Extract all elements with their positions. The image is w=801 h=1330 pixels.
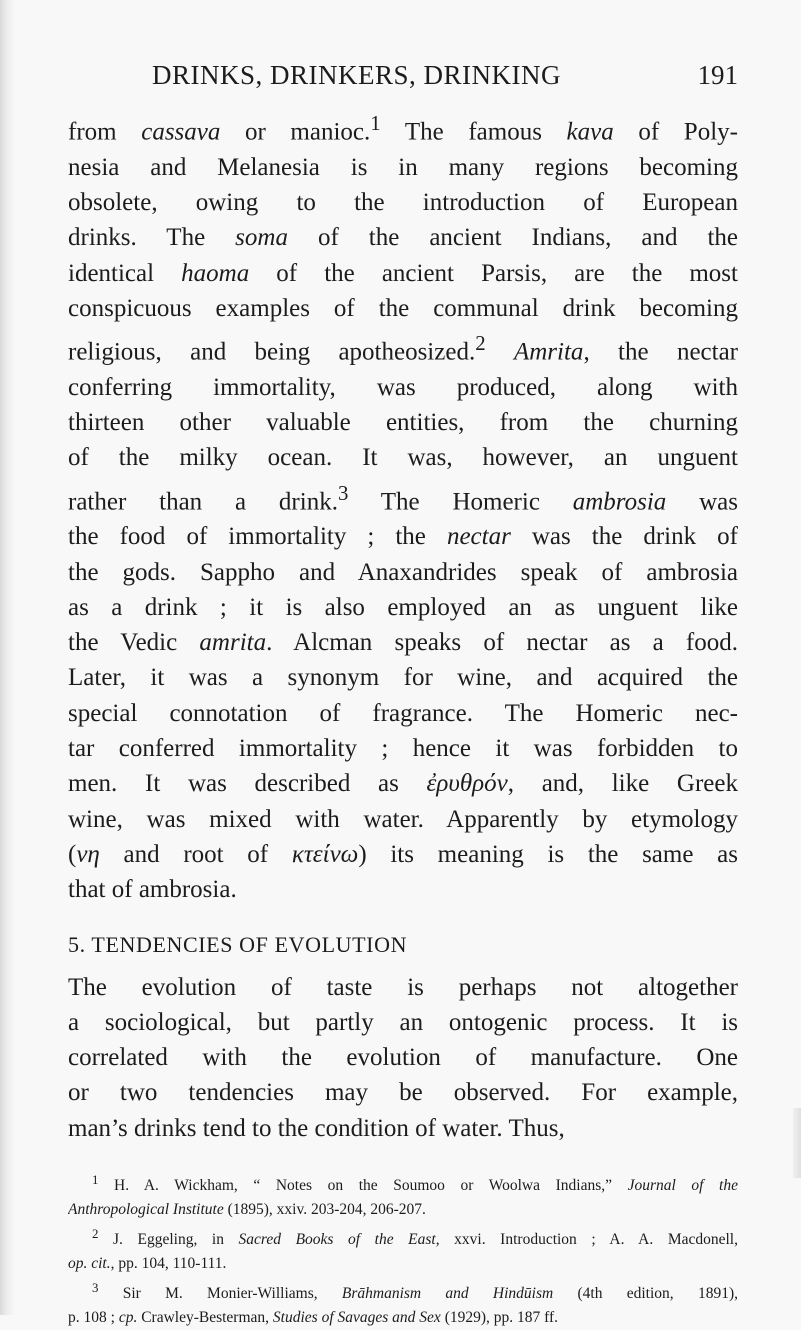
body-line: special connotation of fragrance. The Homeric nec- <box>68 699 738 727</box>
body-line: Later, it was a synonym for wine, and acquired the <box>68 664 738 692</box>
page-binding-shadow <box>0 0 16 1315</box>
section-line: or two tendencies may be observed. For example, <box>68 1079 738 1107</box>
section-body-text <box>68 970 738 1146</box>
body-line: rather than a drink.$^3$ The Homeric ambrosia was <box>68 480 738 515</box>
body-line: of the milky ocean. It was, however, an unguent <box>68 444 738 472</box>
page-number: 191 <box>697 60 738 90</box>
footnote-line: $^1$ H. A. Wickham, “ Notes on the Soumoo or Woolwa Indians,” Journal of the <box>92 1172 738 1195</box>
footnote-line: $^2$ J. Eggeling, in Sacred Books of the East, xxvi. Introduction ; A. A. Macdonell, <box>92 1226 738 1249</box>
body-line: drinks. The soma of the ancient Indians, and the <box>68 224 738 252</box>
running-head <box>152 58 738 92</box>
footnote-line: p. 108 ; cp. Crawley-Besterman, Studies of Savages and Sex (1929), pp. 187 ff. <box>68 1309 559 1327</box>
body-line: obsolete, owing to the introduction of European <box>68 188 738 216</box>
body-line: as a drink ; it is also employed an as unguent like <box>68 593 738 621</box>
body-line: conspicuous examples of the communal drink becoming <box>68 294 738 322</box>
body-line: (νη and root of κτείνω) its meaning is the same as <box>68 840 738 868</box>
body-text <box>68 106 738 908</box>
section-line: a sociological, but partly an ontogenic process. It is <box>68 1008 738 1036</box>
body-line: wine, was mixed with water. Apparently by etymology <box>68 805 738 833</box>
section-line: man’s drinks tend to the condition of water. Thus, <box>68 1114 565 1142</box>
body-line: that of ambrosia. <box>68 876 237 904</box>
footnotes <box>68 1168 738 1330</box>
section-line: correlated with the evolution of manufacture. One <box>68 1044 738 1072</box>
footnote-line: $^3$ Sir M. Monier-Williams, Brāhmanism and Hindūism (4th edition, 1891), <box>92 1280 738 1303</box>
body-line: from cassava or manioc.$^1$ The famous kava of Poly- <box>68 111 738 146</box>
body-line: the Vedic amrita. Alcman speaks of nectar as a food. <box>68 629 738 657</box>
page-edge-mark <box>793 1108 801 1178</box>
body-line: conferring immortality, was produced, along with <box>68 373 738 401</box>
section-line: The evolution of taste is perhaps not altogether <box>68 973 738 1001</box>
body-line: religious, and being apotheosized.$^2$ Amrita, the nectar <box>68 331 738 366</box>
body-line: the gods. Sappho and Anaxandrides speak of ambrosia <box>68 558 738 586</box>
body-line: the food of immortality ; the nectar was the drink of <box>68 523 738 551</box>
body-line: men. It was described as ἐρυθρόν, and, like Greek <box>68 770 738 798</box>
running-head-title: DRINKS, DRINKERS, DRINKING <box>152 60 562 90</box>
book-page <box>68 58 738 1330</box>
body-line: thirteen other valuable entities, from the churning <box>68 409 738 437</box>
body-line: tar conferred immortality ; hence it was forbidden to <box>68 735 738 763</box>
section-heading: 5. TENDENCIES OF EVOLUTION <box>68 931 408 957</box>
footnote-line: Anthropological Institute (1895), xxiv. 203-204, 206-207. <box>68 1201 426 1219</box>
footnote-line: op. cit., pp. 104, 110-111. <box>68 1255 227 1273</box>
body-line: nesia and Melanesia is in many regions becoming <box>68 153 738 181</box>
body-line: identical haoma of the ancient Parsis, are the most <box>68 259 738 287</box>
